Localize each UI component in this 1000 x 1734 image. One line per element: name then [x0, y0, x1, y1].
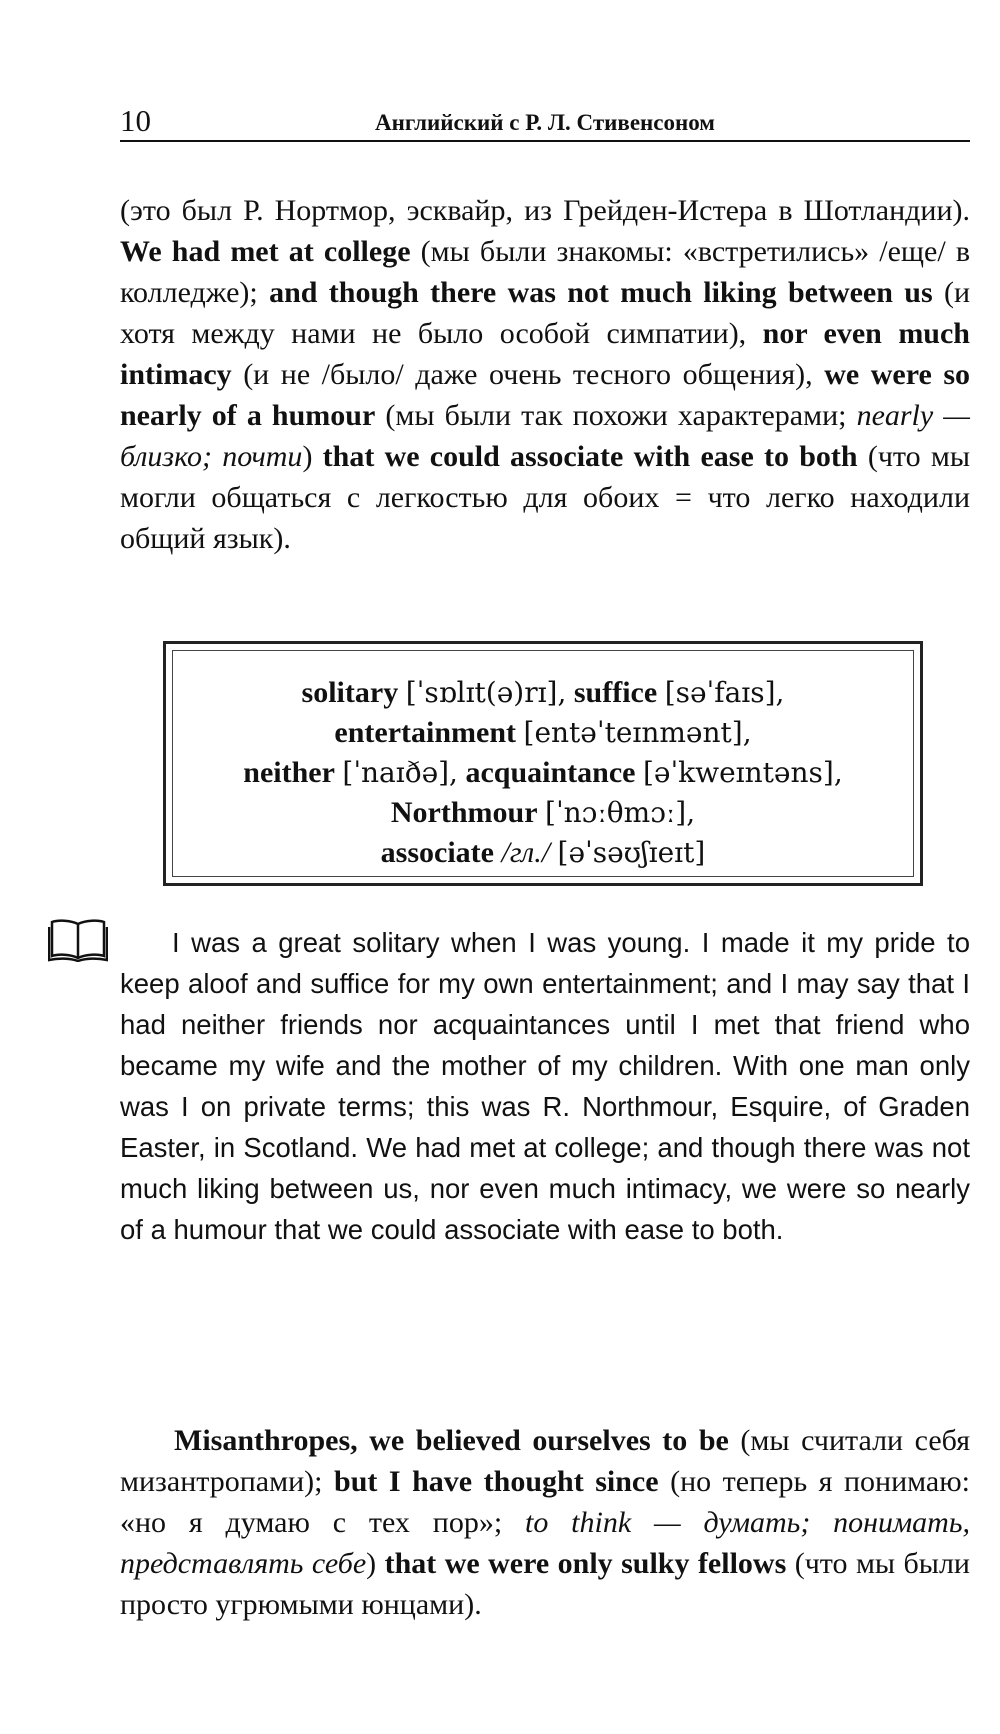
text-span: (что мы могли общаться с легкостью для обоих = что легко находили общий язык). [120, 440, 970, 555]
english-phrase: and though there was not much liking between us [269, 276, 933, 309]
vocab-word-suffice: suffice [573, 676, 658, 709]
vocab-line [173, 833, 913, 873]
english-phrase: that we were only sulky fellows [384, 1547, 787, 1580]
text-span: (и хотя между нами не было особой симпатии), [120, 276, 970, 350]
page-number: 10 [120, 103, 151, 138]
vocab-line [173, 753, 913, 793]
pronunciation-box [163, 641, 923, 886]
vocab-word-northmour: Northmour [390, 796, 538, 829]
word-note: nearly — близко; почти [120, 399, 970, 473]
page-header [120, 104, 970, 142]
grammar-note: /гл./ [501, 836, 551, 869]
vocab-line [173, 673, 913, 713]
text-span: (мы были так похожи характерами; [375, 399, 857, 432]
transcription-acquaintance: [əˈkweɪntəns], [642, 756, 843, 789]
transcription-entertainment: [entəˈteɪnmənt], [523, 716, 752, 749]
text-span: (это был Р. Нортмор, эсквайр, из Грейден-Истера в Шотландии). [120, 194, 970, 227]
english-phrase: but I have thought since [334, 1465, 659, 1498]
text-span: (мы считали себя мизантропами); [120, 1424, 970, 1498]
text-span: (но теперь я понимаю: «но я думаю с тех пор»; [120, 1465, 970, 1539]
pronunciation-list [173, 673, 913, 873]
pronunciation-box-inner-border [172, 650, 914, 877]
vocab-word-solitary: solitary [301, 676, 399, 709]
vocab-word-neither: neither [243, 756, 335, 789]
vocab-line [173, 793, 913, 833]
text-span: (что мы были просто угрюмыми юнцами). [120, 1547, 970, 1621]
open-book-icon [48, 918, 108, 962]
vocab-word-entertainment: entertainment [334, 716, 517, 749]
transcription-suffice: [səˈfaɪs], [664, 676, 785, 709]
vocab-word-acquaintance: acquaintance [465, 756, 636, 789]
transcription-solitary: [ˈsɒlɪt(ə)rɪ], [405, 676, 567, 709]
annotated-paragraph-2 [120, 1420, 970, 1625]
running-title: Английский с Р. Л. Стивенсоном [375, 110, 715, 135]
vocab-word-associate: associate [380, 836, 494, 869]
english-phrase: that we could associate with ease to both [322, 440, 858, 473]
annotated-paragraph-1 [120, 190, 970, 559]
word-note: to think — думать; понимать, представлять себе [120, 1506, 970, 1580]
transcription-neither: [ˈnaɪðə], [342, 756, 458, 789]
text-span: (мы были знакомы: «встретились» /еще/ в колледже); [120, 235, 970, 309]
text-span: (и не /было/ даже очень тесного общения), [231, 358, 825, 391]
text-span: ) [366, 1547, 385, 1580]
english-phrase: We had met at college [120, 235, 411, 268]
text-span: ) [302, 440, 323, 473]
english-phrase: we were so nearly of a humour [120, 358, 970, 432]
transcription-northmour: [ˈnɔːθmɔː], [545, 796, 696, 829]
vocab-line [173, 713, 913, 753]
english-phrase: nor even much intimacy [120, 317, 970, 391]
english-phrase: Misanthropes, we believed ourselves to be [174, 1424, 729, 1457]
original-text-paragraph: I was a great solitary when I was young. I made it my pride to keep aloof and suffice for my own entertainment; and I may say that I had neither friends nor acquaintances until I met that friend who became my wife and the mother of my children. With one man only was I on private terms; this was R. Northmour, Esquire, of Graden Easter, in Scotland. We had met at college; and though there was not much liking between us, nor even much intimacy, we were so nearly of a humour that we could associate with ease to both. [120, 927, 970, 1245]
transcription-associate: [əˈsəʊʃɪeɪt] [557, 836, 706, 869]
